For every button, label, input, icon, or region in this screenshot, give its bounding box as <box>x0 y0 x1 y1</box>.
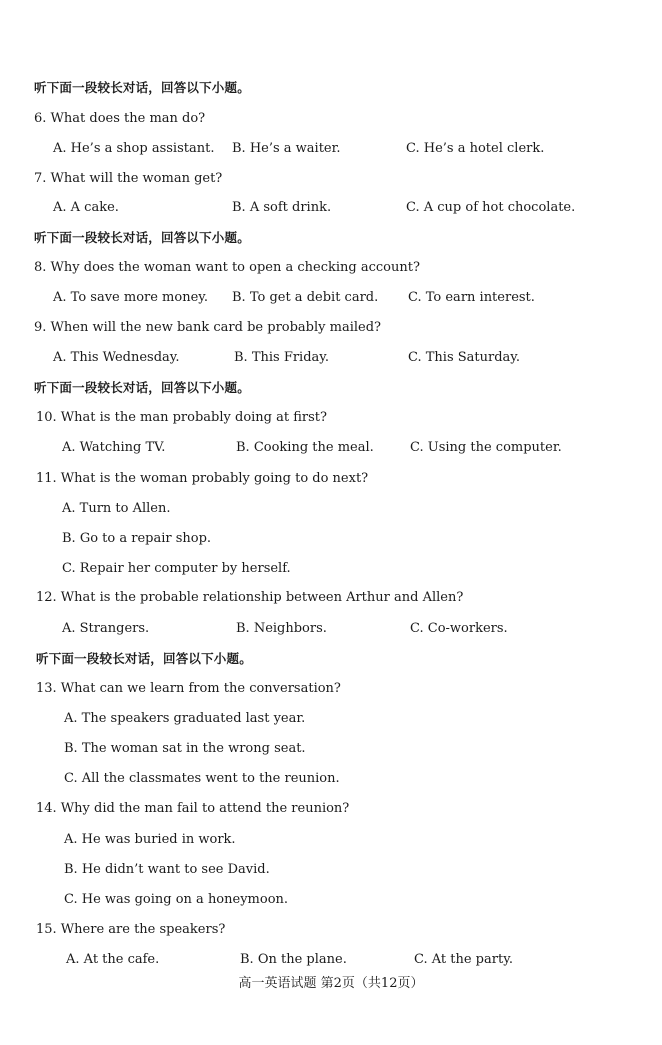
option-b: B. This Friday. <box>234 350 330 365</box>
option-c: C. A cup of hot chocolate. <box>406 200 576 215</box>
option-a: A. To save more money. <box>53 290 209 305</box>
question-13 <box>0 679 662 701</box>
question-stem: 8. Why does the woman want to open a checking account? <box>34 260 420 275</box>
question-14 <box>0 799 662 821</box>
option-a: A. A cake. <box>53 200 119 215</box>
question-13-option-b <box>0 739 662 761</box>
option-b: B. Cooking the meal. <box>236 440 374 455</box>
option-a: A. The speakers graduated last year. <box>64 711 306 726</box>
section-instruction <box>0 228 662 250</box>
option-b: B. Go to a repair shop. <box>62 531 212 546</box>
option-c: C. Using the computer. <box>410 440 562 455</box>
question-14-option-b <box>0 860 662 882</box>
option-a: A. At the cafe. <box>66 952 160 967</box>
question-stem: 12. What is the probable relationship between Arthur and Allen? <box>36 590 464 605</box>
question-stem: 7. What will the woman get? <box>34 171 223 186</box>
question-stem: 11. What is the woman probably going to do next? <box>36 471 369 486</box>
question-11-option-c <box>0 559 662 581</box>
question-6 <box>0 109 662 131</box>
option-c: C. He was going on a honeymoon. <box>64 892 289 907</box>
question-stem: 9. When will the new bank card be probably mailed? <box>34 320 382 335</box>
question-9 <box>0 318 662 340</box>
question-14-option-a <box>0 830 662 852</box>
question-stem: 15. Where are the speakers? <box>36 922 226 937</box>
option-c: C. All the classmates went to the reunion. <box>64 771 340 786</box>
question-11 <box>0 469 662 491</box>
section-instruction-text: 听下面一段较长对话，回答以下小题。 <box>36 651 252 666</box>
option-a: A. This Wednesday. <box>53 350 180 365</box>
question-7 <box>0 169 662 191</box>
question-13-option-a <box>0 709 662 731</box>
option-b: B. On the plane. <box>240 952 347 967</box>
question-8 <box>0 258 662 280</box>
option-b: B. He didn’t want to see David. <box>64 862 270 877</box>
question-12-options <box>0 619 662 641</box>
option-c: C. He’s a hotel clerk. <box>406 141 545 156</box>
option-a: A. He’s a shop assistant. <box>53 141 215 156</box>
question-11-option-a <box>0 499 662 521</box>
section-instruction <box>0 378 662 400</box>
question-stem: 10. What is the man probably doing at first? <box>36 410 327 425</box>
question-stem: 13. What can we learn from the conversation? <box>36 681 341 696</box>
option-c: C. Co-workers. <box>410 621 508 636</box>
section-instruction <box>0 649 662 671</box>
question-13-option-c <box>0 769 662 791</box>
option-b: B. A soft drink. <box>232 200 332 215</box>
question-8-options <box>0 288 662 310</box>
option-a: A. Turn to Allen. <box>62 501 171 516</box>
section-instruction-text: 听下面一段较长对话，回答以下小题。 <box>34 80 250 95</box>
question-6-options <box>0 139 662 161</box>
question-15 <box>0 920 662 942</box>
option-b: B. The woman sat in the wrong seat. <box>64 741 306 756</box>
question-10 <box>0 408 662 430</box>
option-c: C. At the party. <box>414 952 513 967</box>
option-a: A. He was buried in work. <box>64 832 236 847</box>
question-stem: 14. Why did the man fail to attend the reunion? <box>36 801 350 816</box>
question-stem: 6. What does the man do? <box>34 111 206 126</box>
option-b: B. Neighbors. <box>236 621 327 636</box>
question-9-options <box>0 348 662 370</box>
option-a: A. Strangers. <box>62 621 150 636</box>
option-c: C. This Saturday. <box>408 350 521 365</box>
question-12 <box>0 588 662 610</box>
section-instruction-text: 听下面一段较长对话，回答以下小题。 <box>34 230 250 245</box>
question-15-options <box>0 950 662 972</box>
question-7-options <box>0 198 662 220</box>
section-instruction <box>0 78 662 100</box>
question-11-option-b <box>0 529 662 551</box>
page-footer: 高一英语试题 第2页（共12页） <box>238 976 424 991</box>
option-a: A. Watching TV. <box>62 440 166 455</box>
question-14-option-c <box>0 890 662 912</box>
option-b: B. He’s a waiter. <box>232 141 341 156</box>
option-b: B. To get a debit card. <box>232 290 379 305</box>
option-c: C. To earn interest. <box>408 290 535 305</box>
question-10-options <box>0 438 662 460</box>
option-c: C. Repair her computer by herself. <box>62 561 291 576</box>
section-instruction-text: 听下面一段较长对话，回答以下小题。 <box>34 380 250 395</box>
